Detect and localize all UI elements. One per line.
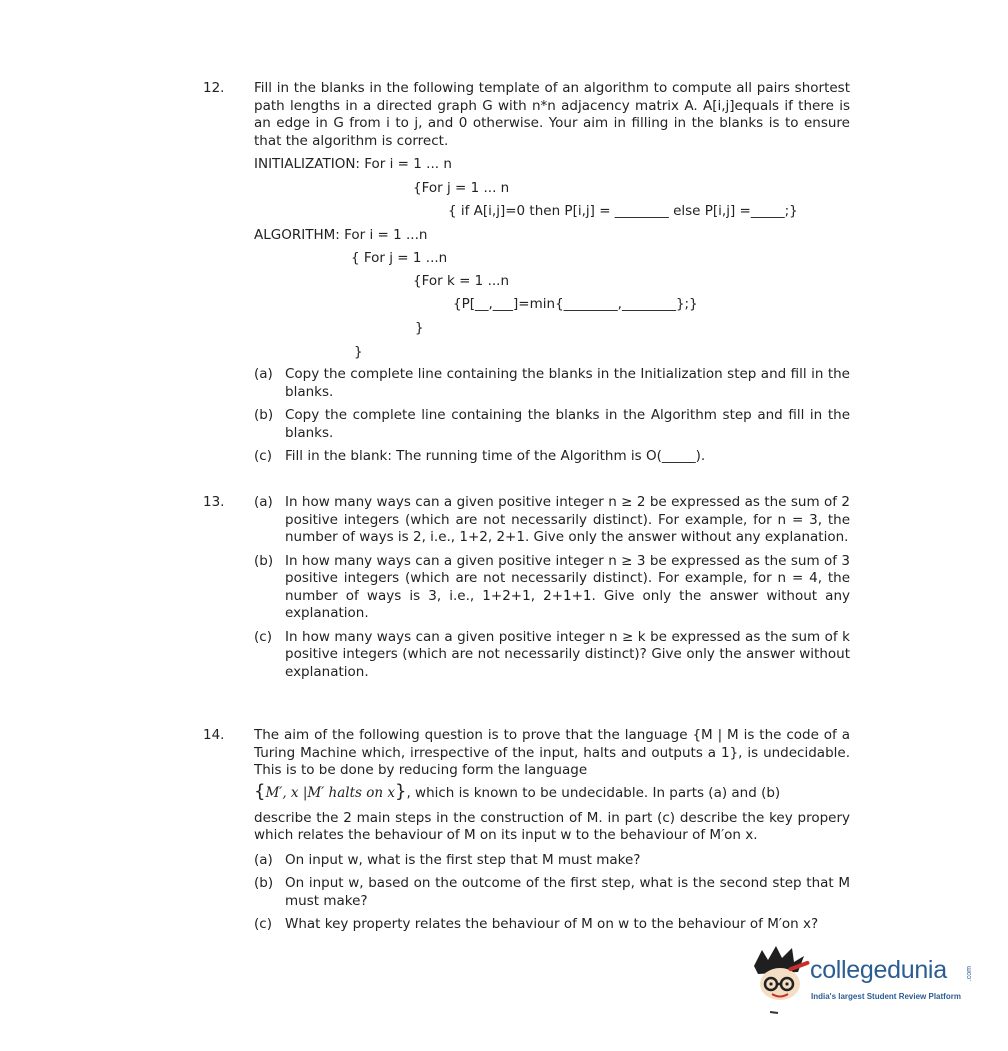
- q14-part-a: [254, 852, 850, 870]
- q14-set-close: }: [395, 780, 407, 802]
- q13-part-b-label: (b): [254, 552, 274, 569]
- q14-part-c: [254, 916, 850, 934]
- q12-init-line: INITIALIZATION: For i = 1 ... n: [254, 156, 452, 172]
- q14-part-c-label: (c): [254, 916, 272, 932]
- logo-tld: .com: [966, 966, 973, 982]
- q14-part-a-label: (a): [254, 851, 273, 868]
- q13-part-b: [254, 553, 850, 623]
- q13-number: 13.: [203, 494, 225, 510]
- q12-close-inner: }: [415, 320, 424, 336]
- q12-part-a-text: Copy the complete line containing the blanks in the Initialization step and fill in the blanks.: [285, 366, 850, 400]
- logo-tagline: India's largest Student Review Platform: [811, 992, 961, 1001]
- q14-part-a-text: On input w, what is the first step that M must make?: [285, 851, 641, 868]
- q14-number: 14.: [203, 727, 225, 743]
- q14-part-b-text: On input w, based on the outcome of the first step, what is the second step that M must make?: [285, 875, 850, 909]
- q14-intro: [254, 727, 850, 940]
- q13-part-c: [254, 629, 850, 682]
- q14-set-expr: M′, x |M′ halts on x: [265, 784, 395, 801]
- q14-part-c-text: What key property relates the behaviour of M on w to the behaviour of M′on x?: [285, 916, 819, 932]
- q12-algo-for-j: { For j = 1 ...n: [351, 250, 448, 266]
- q12-algo-for-k: {For k = 1 ...n: [413, 273, 509, 289]
- q12-part-c-text: Fill in the blank: The running time of the Algorithm is O(_____).: [285, 448, 706, 464]
- q13-parts: [254, 494, 850, 687]
- collegedunia-logo[interactable]: [748, 944, 988, 1024]
- q12-algo-body: {P[__,___]=min{________,________};}: [453, 296, 698, 312]
- q12-algo-line: ALGORITHM: For i = 1 ...n: [254, 227, 428, 243]
- q13-part-b-text: In how many ways can a given positive integer n ≥ 3 be expressed as the sum of 3 positive integers (which are not necessarily distinct). For example, for n = 4, the number of ways is 3, i.e., 1+2+1, 2+1+1. Give only the answer without any explanation.: [285, 552, 850, 621]
- q12-parts: [254, 366, 850, 472]
- q14-part-b-label: (b): [254, 875, 274, 891]
- q14-intro-part2: , which is known to be undecidable. In parts (a) and (b): [406, 784, 781, 801]
- q12-close-outer: }: [354, 344, 363, 360]
- mascot-icon: [748, 944, 810, 1022]
- q13-part-a: [254, 494, 850, 547]
- q14-intro-part1: The aim of the following question is to prove that the language {M | M is the code of a Turing Machine which, irrespective of the input, halts and outputs a 1}, is undecidable. This is to be done by reducing form the language: [254, 727, 850, 778]
- q14-intro-part3: describe the 2 main steps in the construction of M. in part (c) describe the key propery which relates the behaviour of M on its input w to the behaviour of M′on x.: [254, 809, 850, 843]
- q12-part-b: [254, 407, 850, 442]
- q12-part-c: [254, 448, 850, 466]
- q13-part-c-label: (c): [254, 628, 272, 645]
- q12-number: 12.: [203, 80, 225, 96]
- logo-wordmark: collegedunia: [810, 956, 947, 984]
- q12-init-for-j: {For j = 1 ... n: [413, 180, 510, 196]
- q12-part-c-label: (c): [254, 448, 272, 464]
- q12-part-a: [254, 366, 850, 401]
- q12-intro: Fill in the blanks in the following template of an algorithm to compute all pairs shortest path lengths in a directed graph G with n*n adjacency matrix A. A[i,j]equals if there is an edge in G from i to j, and 0 otherwise. Your aim in filling in the blanks is to ensure that the algorithm is correct.: [254, 80, 850, 149]
- q12-part-a-label: (a): [254, 366, 273, 382]
- q14-part-b: [254, 875, 850, 910]
- q13-part-c-text: In how many ways can a given positive integer n ≥ k be expressed as the sum of k positive integers (which are not necessarily distinct)? Give only the answer without explanation.: [285, 628, 850, 680]
- q13-part-a-label: (a): [254, 494, 273, 510]
- q12-init-if: { if A[i,j]=0 then P[i,j] = ________ else P[i,j] =_____;}: [448, 203, 798, 219]
- q12-part-b-label: (b): [254, 407, 274, 423]
- q13-part-a-text: In how many ways can a given positive integer n ≥ 2 be expressed as the sum of 2 positive integers (which are not necessarily distinct). For example, for n = 3, the number of ways is 2, i.e., 1+2, 2+1. Give only the answer without any explanation.: [285, 494, 850, 545]
- q12-part-b-text: Copy the complete line containing the blanks in the Algorithm step and fill in the blanks.: [285, 407, 850, 441]
- q14-set-line: [254, 781, 850, 804]
- q14-set-open: {: [254, 780, 266, 802]
